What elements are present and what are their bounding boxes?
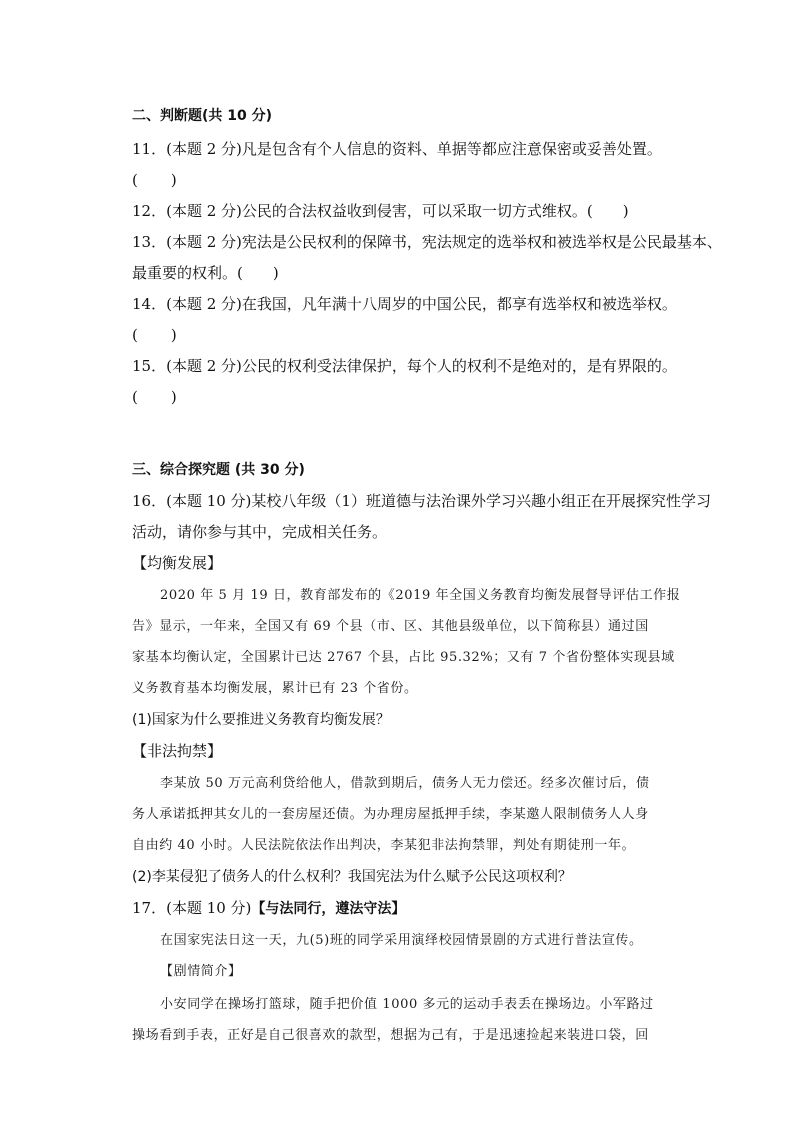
story-line: 操场看到手表，正好是自己很喜欢的款型，想据为己有，于是迅速捡起来装进口袋，回 bbox=[132, 1028, 649, 1043]
question-11: 11．(本题 2 分)凡是包含有个人信息的资料、单据等都应注意保密或妥善处置。 bbox=[132, 140, 662, 158]
sub-question-16-1: (1)国家为什么要推进义务教育均衡发展？ bbox=[132, 712, 390, 728]
question-17-prefix: 17．(本题 10 分) bbox=[132, 899, 252, 917]
section3-title: 三、综合探究题 (共 30 分) bbox=[132, 462, 305, 478]
material1-line: 告》显示，一年来，全国又有 69 个县（市、区、其他县级单位，以下简称县）通过国 bbox=[132, 619, 649, 634]
answer-blank-11: ( ) bbox=[132, 171, 178, 189]
material2-line: 务人承诺抵押其女儿的一套房屋还债。为办理房屋抵押手续，李某邀人限制债务人人身 bbox=[132, 807, 649, 822]
sub-question-16-2: (2)李某侵犯了债务人的什么权利？我国宪法为什么赋予公民这项权利？ bbox=[132, 869, 572, 885]
question-15: 15．(本题 2 分)公民的权利受法律保护，每个人的权利不是绝对的，是有界限的。 bbox=[132, 357, 677, 375]
material2-line: 自由约 40 小时。人民法院依法作出判决，李某犯非法拘禁罪，判处有期徒刑一年。 bbox=[132, 838, 636, 853]
question-16-line1: 16．(本题 10 分)某校八年级（1）班道德与法治课外学习兴趣小组正在开展探究性学习 bbox=[132, 492, 711, 510]
answer-blank-15: ( ) bbox=[132, 388, 178, 406]
section2-title: 二、判断题(共 10 分) bbox=[132, 108, 273, 124]
question-12: 12．(本题 2 分)公民的合法权益收到侵害，可以采取一切方式维权。( ) bbox=[132, 202, 629, 220]
story-line: 小安同学在操场打篮球，随手把价值 1000 多元的运动手表丢在操场边。小军路过 bbox=[160, 997, 654, 1012]
question-14: 14．(本题 2 分)在我国，凡年满十八周岁的中国公民，都享有选举权和被选举权。 bbox=[132, 295, 677, 313]
material1-line: 家基本均衡认定，全国累计已达 2767 个县，占比 95.32%；又有 7 个省份整体实现县域 bbox=[132, 650, 675, 665]
heading-illegal-detention: 【非法拘禁】 bbox=[132, 742, 223, 760]
question-16-line2: 活动，请你参与其中，完成相关任务。 bbox=[132, 523, 388, 541]
question-13-line2: 最重要的权利。( ) bbox=[132, 264, 279, 282]
question-17-line bbox=[132, 898, 405, 919]
material2-line: 李某放 50 万元高利贷给他人，借款到期后，债务人无力偿还。经多次催讨后，债 bbox=[160, 776, 650, 791]
question-13-line1: 13．(本题 2 分)宪法是公民权利的保障书，宪法规定的选举权和被选举权是公民最基本、 bbox=[132, 233, 722, 251]
material1-line: 2020 年 5 月 19 日，教育部发布的《2019 年全国义务教育均衡发展督导评估工作报 bbox=[160, 588, 681, 603]
question-17-intro: 在国家宪法日这一天，九(5)班的同学采用演绎校园情景剧的方式进行普法宣传。 bbox=[160, 933, 643, 948]
heading-law: 【与法同行，遵法守法】 bbox=[251, 901, 406, 917]
heading-balanced-development: 【均衡发展】 bbox=[132, 554, 223, 572]
material1-line: 义务教育基本均衡发展，累计已有 23 个省份。 bbox=[132, 681, 418, 696]
heading-plot-summary: 【剧情简介】 bbox=[160, 964, 242, 979]
answer-blank-14: ( ) bbox=[132, 326, 178, 344]
